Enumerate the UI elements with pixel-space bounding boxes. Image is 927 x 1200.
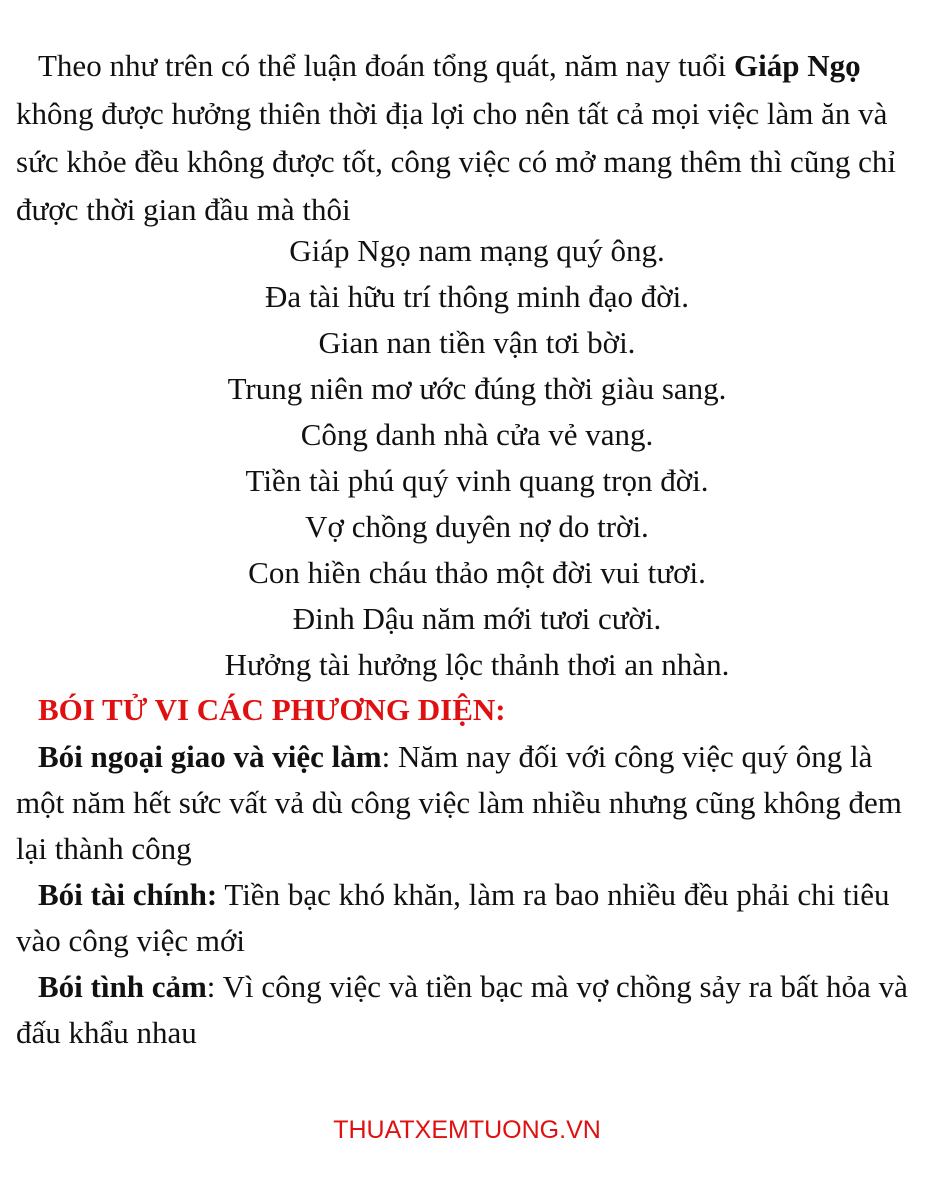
poem-line: Hưởng tài hưởng lộc thảnh thơi an nhàn. <box>224 647 730 682</box>
section-love-body: : Vì công việc và tiền bạc mà vợ chồng sảy ra bất hỏa và đấu khẩu nhau <box>16 969 908 1050</box>
poem-line: Đinh Dậu năm mới tươi cười. <box>292 601 662 636</box>
footer-watermark: THUATXEMTUONG.VN <box>333 1116 601 1144</box>
poem-line: Giáp Ngọ nam mạng quý ông. <box>289 233 665 268</box>
section-title: BÓI TỬ VI CÁC PHƯƠNG DIỆN: <box>38 692 506 727</box>
section-love-heading: Bói tình cảm <box>38 969 207 1004</box>
intro-text-after: không được hưởng thiên thời địa lợi cho nên tất cả mọi việc làm ăn và sức khỏe đều không được tốt, công việc có mở mang thêm thì cũng chỉ được thời gian đầu mà thôi <box>16 96 896 227</box>
poem-line: Đa tài hữu trí thông minh đạo đời. <box>264 279 690 314</box>
section-finance-body: Tiền bạc khó khăn, làm ra bao nhiều đều phải chi tiêu vào công việc mới <box>16 877 890 958</box>
poem <box>0 228 927 688</box>
section-love <box>16 964 914 1056</box>
section-finance-heading: Bói tài chính: <box>38 877 218 912</box>
poem-line: Vợ chồng duyên nợ do trời. <box>305 509 649 544</box>
intro-paragraph <box>16 42 912 234</box>
intro-text-before: Theo như trên có thể luận đoán tổng quát, năm nay tuổi <box>38 48 735 83</box>
section-work-body: : Năm nay đối với công việc quý ông là một năm hết sức vất vả dù công việc làm nhiều nhưng cũng không đem lại thành công <box>16 739 902 866</box>
poem-line: Gian nan tiền vận tơi bời. <box>318 325 636 360</box>
poem-line: Con hiền cháu thảo một đời vui tươi. <box>248 555 706 590</box>
intro-bold-name: Giáp Ngọ <box>734 48 861 83</box>
section-finance <box>16 872 914 964</box>
section-work-heading: Bói ngoại giao và việc làm <box>38 739 382 774</box>
poem-line: Tiền tài phú quý vinh quang trọn đời. <box>245 463 709 498</box>
poem-line: Trung niên mơ ước đúng thời giàu sang. <box>227 371 727 406</box>
section-work <box>16 734 914 872</box>
poem-line: Công danh nhà cửa vẻ vang. <box>300 417 654 452</box>
